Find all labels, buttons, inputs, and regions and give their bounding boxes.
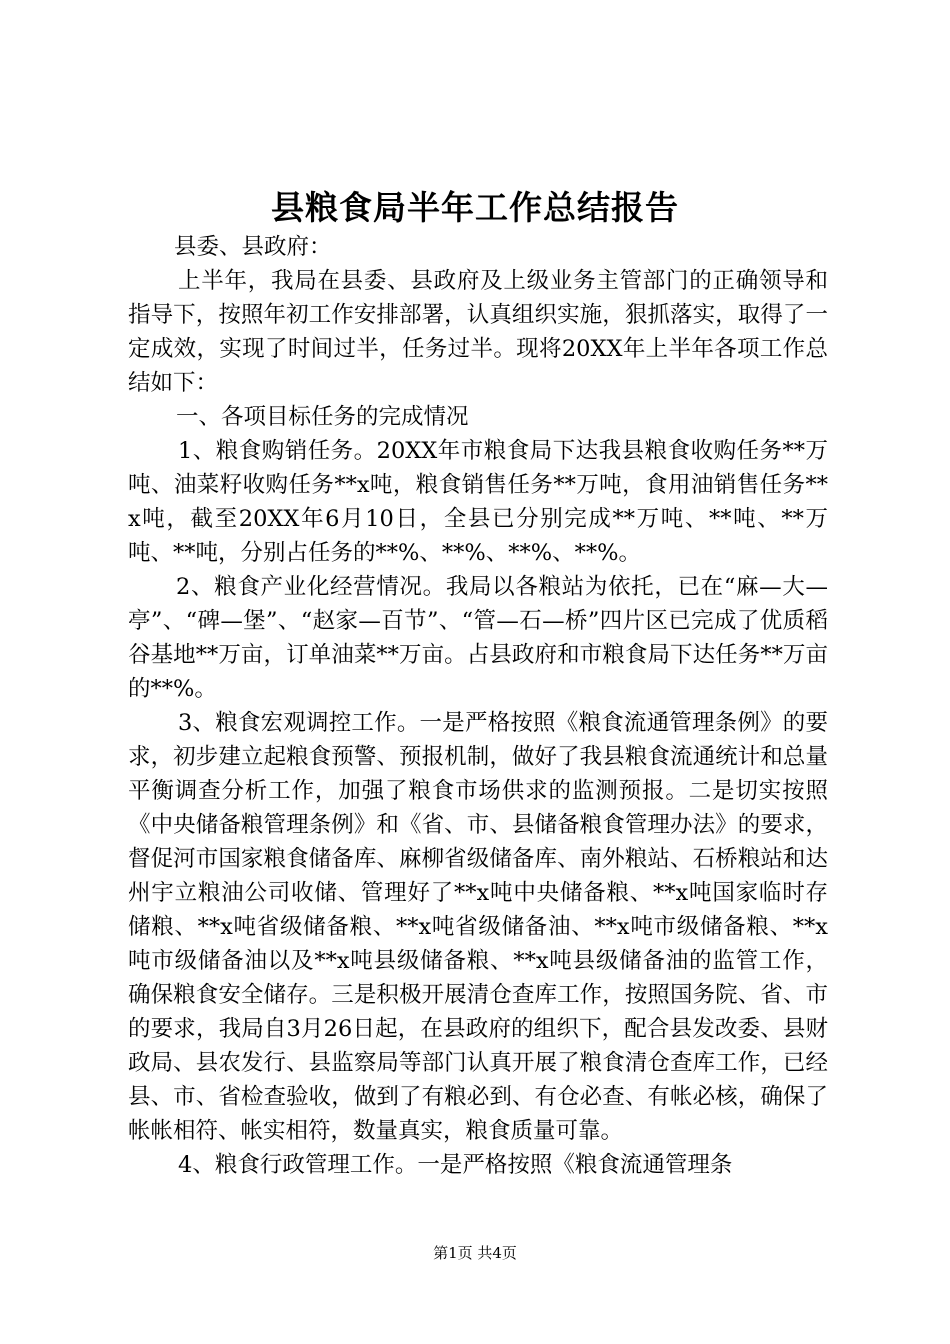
document-body	[128, 230, 828, 1182]
section-heading: 一、各项目标任务的完成情况	[176, 404, 469, 430]
paragraph-intro: 上半年，我局在县委、县政府及上级业务主管部门的正确领导和指导下，按照年初工作安排部署，认真组织实施，狠抓落实，取得了一定成效，实现了时间过半，任务过半。现将20XX年上半年各项工作总结如下：	[128, 268, 828, 396]
page-number-footer: 第1页 共4页	[433, 1244, 517, 1262]
salutation: 县委、县政府：	[174, 234, 332, 260]
paragraph-item-3: 3、粮食宏观调控工作。一是严格按照《粮食流通管理条例》的要求，初步建立起粮食预警、预报机制，做好了我县粮食流通统计和总量平衡调查分析工作，加强了粮食市场供求的监测预报。二是切实按照《中央储备粮管理条例》和《省、市、县储备粮食管理办法》的要求，督促河市国家粮食储备库、麻柳省级储备库、南外粮站、石桥粮站和达州宇立粮油公司收储、管理好了**x吨中央储备粮、**x吨国家临时存储粮、**x吨省级储备粮、**x吨省级储备油、**x吨市级储备粮、**x吨市级储备油以及**x吨县级储备粮、**x吨县级储备油的监管工作，确保粮食安全储存。三是积极开展清仓查库工作，按照国务院、省、市的要求，我局自3月26日起，在县政府的组织下，配合县发改委、县财政局、县农发行、县监察局等部门认真开展了粮食清仓查库工作，已经县、市、省检查验收，做到了有粮必到、有仓必查、有帐必核，确保了帐帐相符、帐实相符，数量真实，粮食质量可靠。	[128, 710, 828, 1144]
paragraph-item-4: 4、粮食行政管理工作。一是严格按照《粮食流通管理条	[178, 1152, 733, 1178]
paragraph-item-1: 1、粮食购销任务。20XX年市粮食局下达我县粮食收购任务**万吨、油菜籽收购任务**x吨，粮食销售任务**万吨，食用油销售任务**x吨，截至20XX年6月10日，全县已分别完成**万吨、**吨、**万吨、**吨，分别占任务的**%、**%、**%、**%。	[128, 438, 828, 566]
paragraph-item-2: 2、粮食产业化经营情况。我局以各粮站为依托，已在“麻—大—亭”、“碑—堡”、“赵家—百节”、“管—石—桥”四片区已完成了优质稻谷基地**万亩，订单油菜**万亩。占县政府和市粮食局下达任务**万亩的**%。	[128, 574, 828, 702]
document-title: 县粮食局半年工作总结报告	[271, 188, 679, 227]
